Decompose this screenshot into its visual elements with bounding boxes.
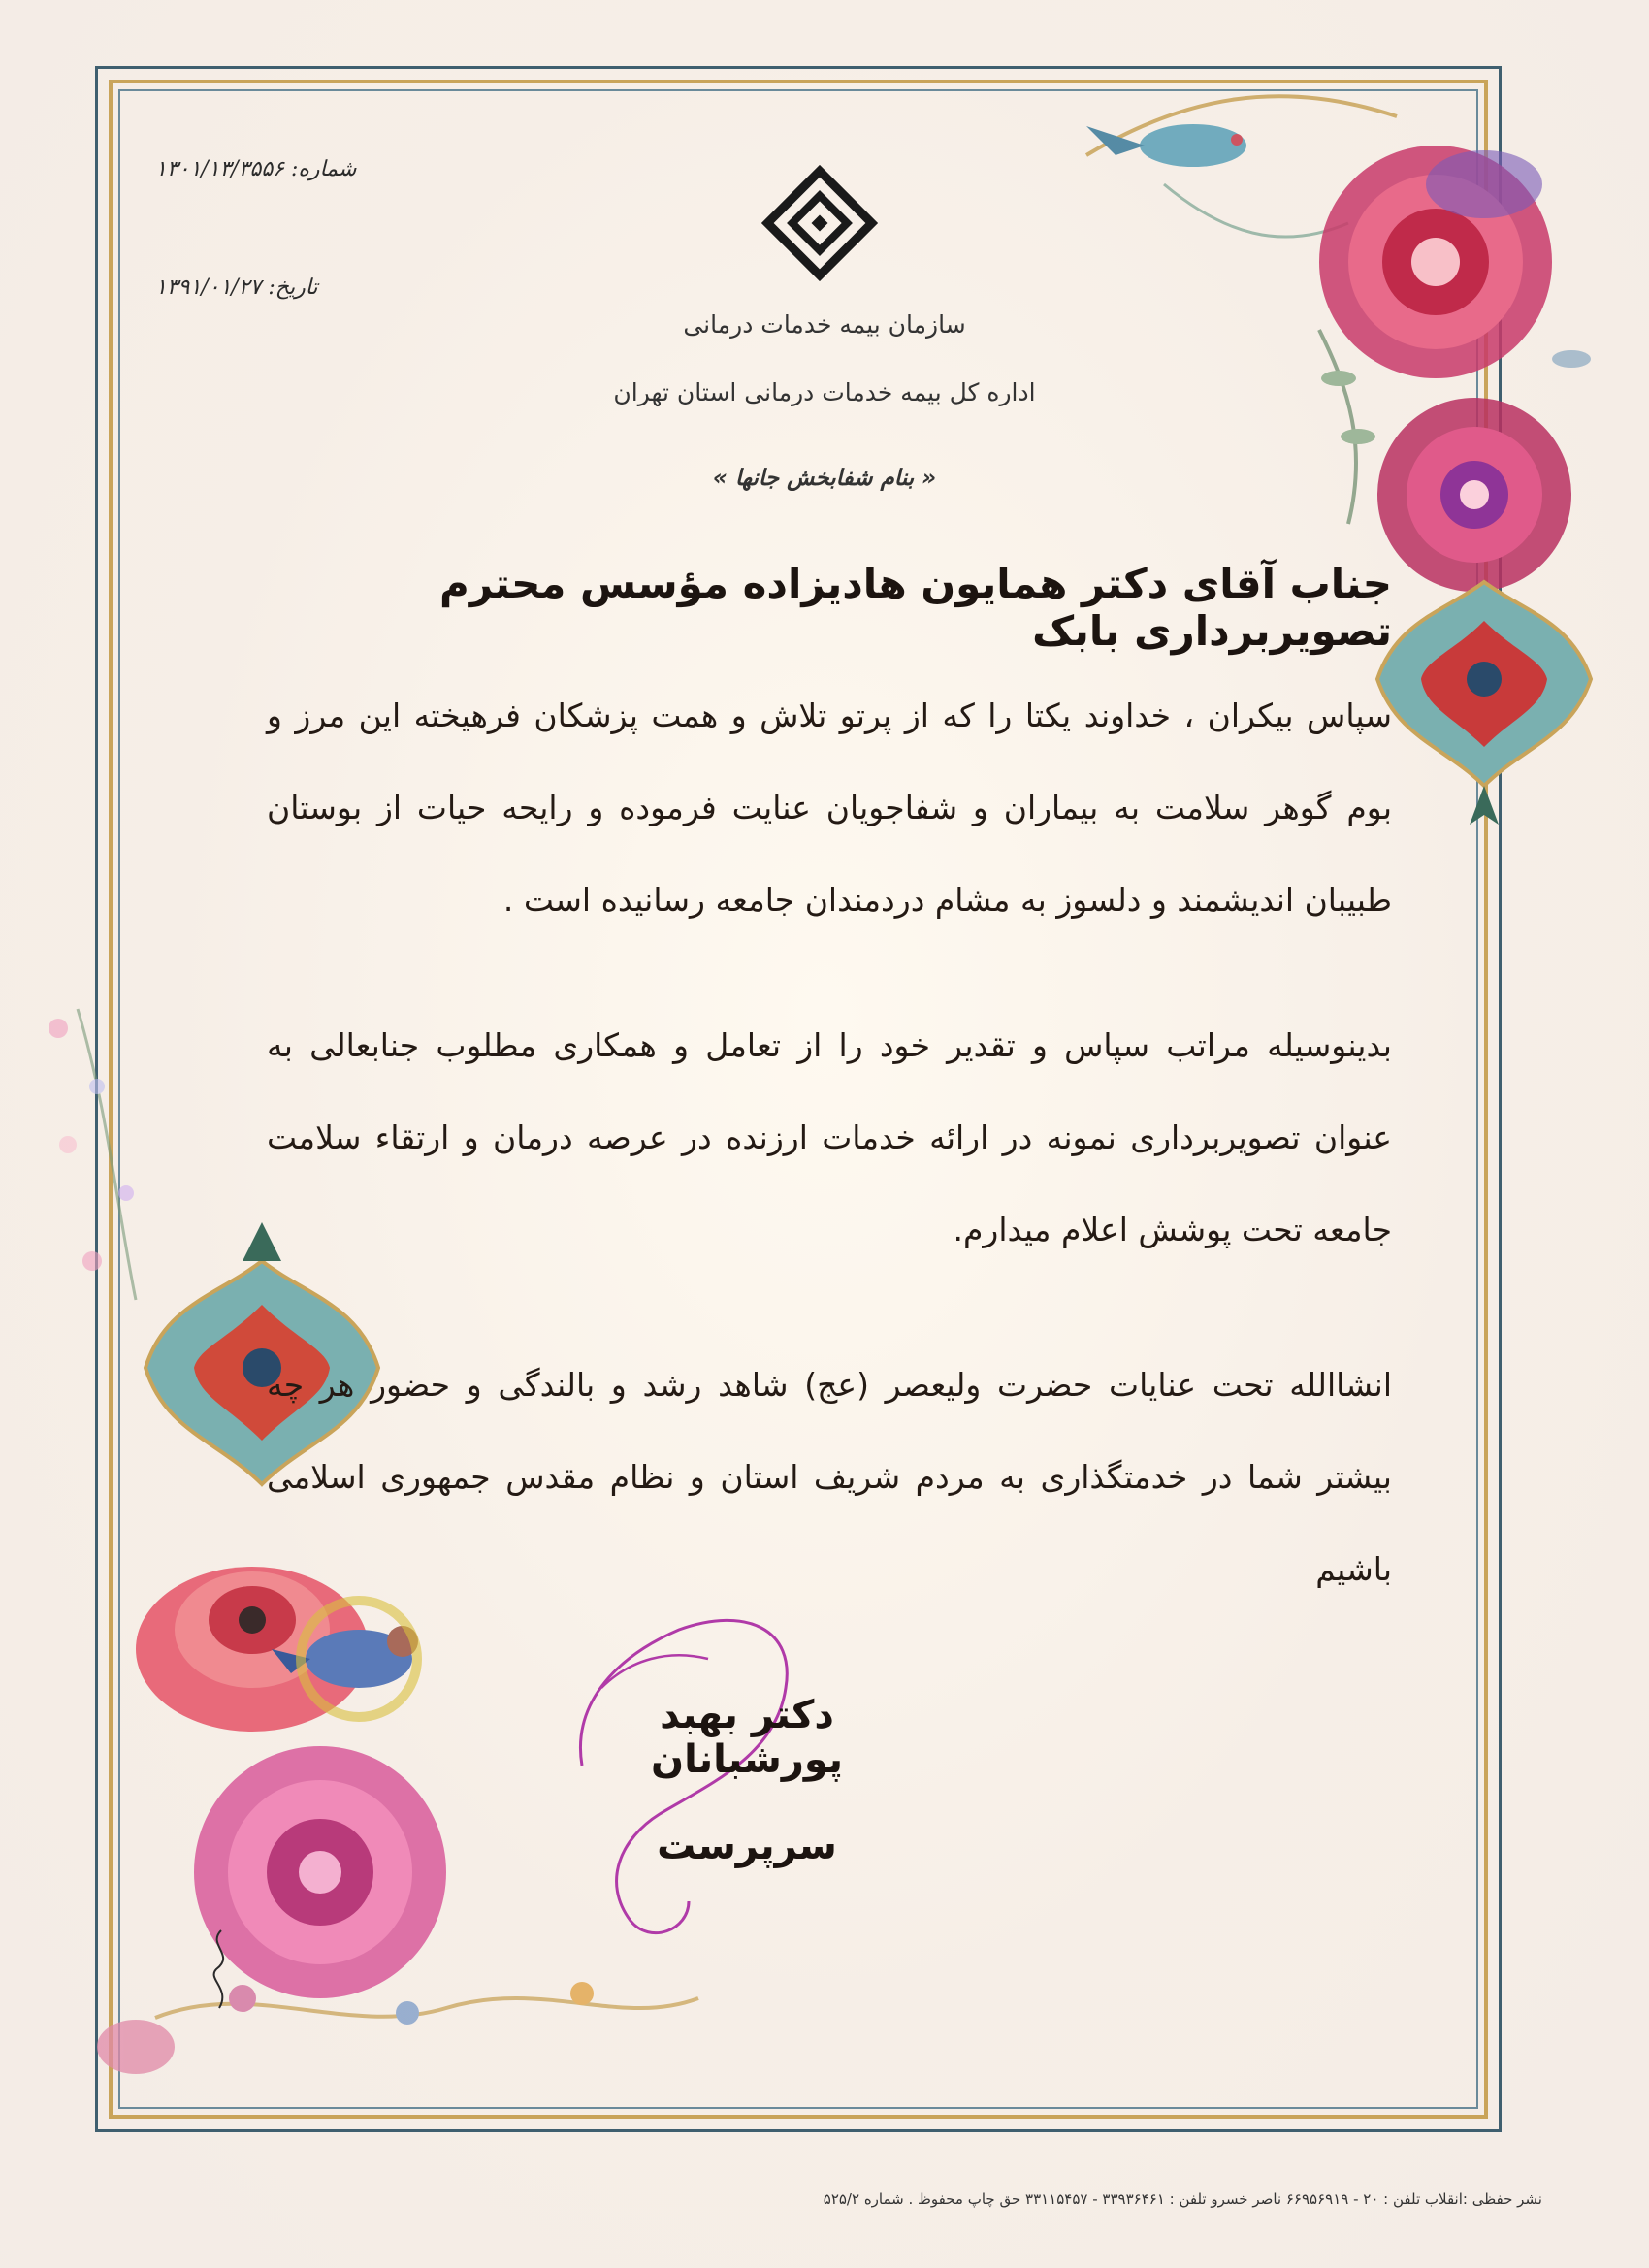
department-name: اداره کل بیمه خدمات درمانی استان تهران — [613, 378, 1036, 406]
bird-icon — [1140, 124, 1246, 167]
recipient-line: جناب آقای دکتر همایون هادیزاده مؤسس محترم تصویربرداری بابک — [439, 560, 1392, 655]
paragraph-appreciation: بدینوسیله مراتب سپاس و تقدیر خود را از تعامل و همکاری مطلوب جنابعالی به عنوان تصویربرداری نمونه در ارائه خدمات ارزنده در عرصه درمان و ارتقاء سلامت جامعه تحت پوشش اعلام میدارم. — [267, 1026, 1392, 1248]
publisher-footer: نشر حفظی :انقلاب تلفن : ۲۰ - ۶۶۹۵۶۹۱۹ ناصر خسرو تلفن : ۳۳۹۳۶۴۶۱ - ۳۳۱۱۵۴۵۷ حق چاپ محفوظ . شماره ۵۲۵/۲ — [823, 2190, 1542, 2208]
scroll-vine-icon — [97, 1982, 698, 2074]
signer-title: سرپرست — [657, 1824, 837, 1868]
letter-date: تاریخ: ۱۳۹۱/۰۱/۲۷ — [155, 275, 318, 300]
invocation: « بنام شفابخش جانها » — [712, 466, 937, 491]
artist-signature-mark — [202, 1926, 241, 2013]
peony-flower-icon — [1319, 146, 1552, 378]
letter-number: شماره: ۱۳۰۱/۱۳/۳۵۵۶ — [155, 157, 357, 181]
arabesque-medallion-icon — [1377, 582, 1591, 825]
small-blossom-sprays-icon — [48, 1009, 136, 1300]
organization-emblem-logo — [761, 165, 878, 281]
paragraph-gratitude: سپاس بیکران ، خداوند یکتا را که از پرتو تلاش و همت پزشکان فرهیخته این مرز و بوم گوهر سلامت به بیماران و شفاجویان عنایت فرموده و رایحه حیات از بوستان طبیبان اندیشمند و دلسوز به مشام دردمندان جامعه رسانیده است . — [267, 697, 1392, 919]
peony-flower-icon — [1377, 398, 1571, 592]
signer-name: دکتر بهبد پورشبانان — [651, 1693, 843, 1782]
paragraph-wishes: انشاالله تحت عنایات حضرت ولیعصر (عج) شاهد رشد و بالندگی و حضور هر چه بیشتر شما در خدمتگذاری به مردم شریف استان و نظام مقدس جمهوری اسلامی باشیم — [267, 1366, 1392, 1588]
organization-name: سازمان بیمه خدمات درمانی — [683, 310, 966, 339]
